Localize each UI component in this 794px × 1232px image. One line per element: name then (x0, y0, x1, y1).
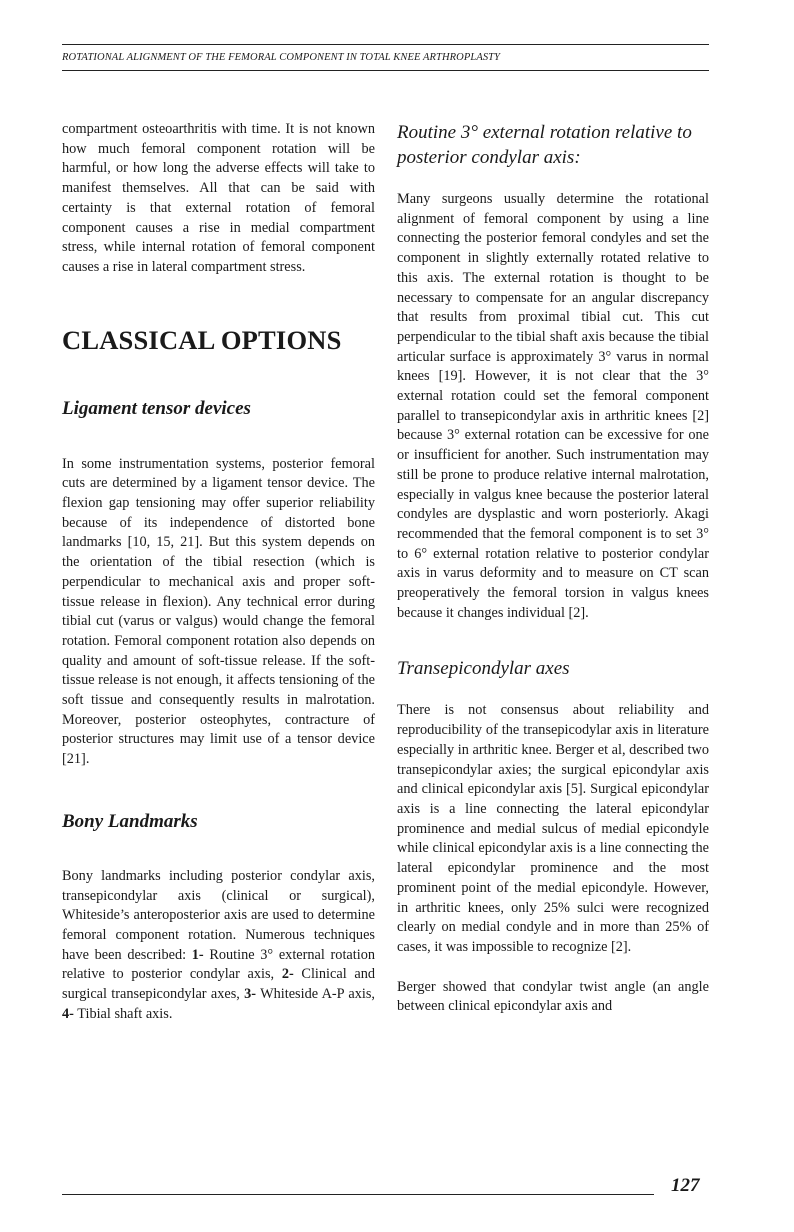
ligament-heading: Ligament tensor devices (62, 397, 251, 419)
berger-paragraph: Berger showed that condylar twist angle (an angle between clinical epicondylar axis and (397, 978, 709, 1015)
bony-landmarks-heading: Bony Landmarks (62, 810, 198, 832)
right-column (397, 120, 709, 1017)
page-number: 127 (671, 1175, 700, 1196)
ligament-paragraph: In some instrumentation systems, posterior femoral cuts are determined by a ligament tensor device. The flexion gap tensioning may offer superior reliability because of its independence of distorted bone landmarks [10, 15, 21]. But this system depends on the orientation of the tibial resection (which is perpendicular to mechanical axis and proper soft-tissue release in flexion). Any technical error during tibial cut (varus or valgus) would change the femoral rotation. Femoral component rotation also depends on quality and amount of soft-tissue release. If the soft-tissue release is not enough, it affects tensioning of the soft tissue and consequently results in malrotation. Moreover, posterior osteophytes, contracture of posterior structures may limit use of a tensor device [21]. (62, 455, 375, 768)
routine-rotation-heading: Routine 3° external rotation relative to posterior condylar axis: (397, 122, 692, 168)
routine-rotation-paragraph: Many surgeons usually determine the rotational alignment of femoral component by using a line connecting the posterior femoral condyles and set the component in slightly externally rotated relative to this axis. The external rotation is thought to be necessary to compensate for an angular discrepancy that results from proximal tibial cut. This cut perpendicular to the tibial shaft axis because the tibial articular surface is approximately 3° varus in normal knees [19]. However, it is not clear that the 3° external rotation could set the femoral component parallel to transepicondylar axis in arthritic knees [2] because 3° external rotation can be excessive for one or insufficient for another. Such instrumentation may still be prone to produce relative internal malrotation, especially in valgus knee because the posterior lateral condyles are dysplastic and worn posteriorly. Akagi recommended that the femoral component is to set 3° to 6° external rotation relative to posterior condylar axis in varus deformity and to measure on CT scan preoperatively the femoral torsion in valgus knees because it changes individual [2]. (397, 191, 709, 621)
header-bottom-rule (62, 70, 709, 71)
running-title: ROTATIONAL ALIGNMENT OF THE FEMORAL COMPONENT IN TOTAL KNEE ARTHROPLASTY (62, 52, 501, 63)
section-heading: CLASSICAL OPTIONS (62, 324, 342, 355)
option-number-1: 1- (191, 946, 204, 963)
transepicondylar-heading: Transepicondylar axes (397, 658, 570, 680)
option-text-4: Tibial shaft axis. (73, 1005, 173, 1022)
option-number-3: 3- (244, 986, 257, 1003)
option-text-1: Routine 3° external rotation relative to posterior condylar axis, (62, 946, 375, 983)
intro-paragraph: compartment osteoarthritis with time. It is not known how much femoral component rotation will be harmful, or how long the adverse effects will take to manifest themselves. All that can be said with certainty is that external rotation of femoral component causes a rise in medial compartment stress, while internal rotation of femoral component causes a rise in lateral compartment stress. (62, 121, 375, 275)
bony-intro-text: Bony landmarks including posterior condylar axis, transepicondylar axis (clinical or surgical), Whiteside’s anteroposterior axis are used to determine femoral component rotation. Numerous techniques have been described: (62, 867, 375, 963)
bony-landmarks-paragraph (62, 867, 375, 1025)
header-top-rule (62, 44, 709, 45)
transepicondylar-paragraph: There is not consensus about reliability and reproducibility of the transepicodylar axis in literature especially in arthritic knee. Berger et al, described two transepicondylar axies; the surgical epicondylar axis and clinical epicondylar axis [5]. Surgical epicondylar axis is a line connecting the lateral epicondylar prominence and medial sulcus of medial epicondyle while clinical epicondylar axis is a line connecting the lateral epicondylar prominence and the most prominent point of the medial epicondyle. However, in arthritic knees, only 25% sulci were recognized clearly on medial condyle and in more than 25% of cases, it was impossible to recognize [2]. (397, 702, 709, 955)
option-text-3: Whiteside A-P axis, (256, 986, 375, 1003)
footer-rule (62, 1194, 654, 1195)
option-number-2: 2- (281, 966, 294, 983)
option-number-4: 4- (62, 1005, 74, 1022)
left-column (62, 120, 375, 1025)
option-text-2: Clinical and surgical transepicondylar axes, (62, 966, 375, 1003)
